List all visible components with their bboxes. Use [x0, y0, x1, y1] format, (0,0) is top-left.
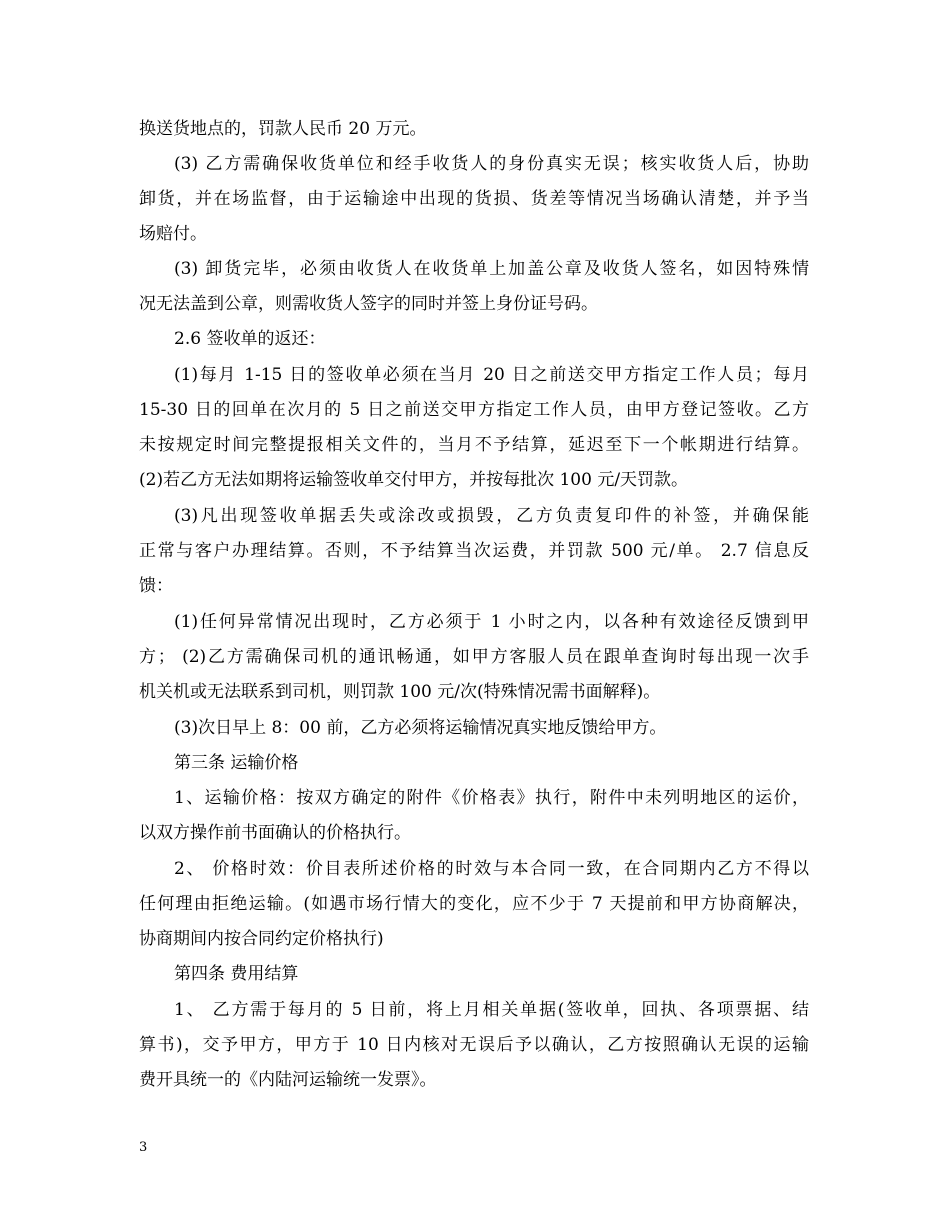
text-line: 场赔付。 [139, 224, 207, 244]
text-line: 卸货，并在场监督，由于运输途中出现的货损、货差等情况当场确认清楚，并予当 [139, 189, 809, 209]
text-line: 馈： [139, 576, 173, 596]
page-number: 3 [139, 1140, 148, 1155]
article-heading: 第三条 运输价格 [174, 753, 299, 773]
text-line: 2、 价格时效：价目表所述价格的时效与本合同一致，在合同期内乙方不得以 [174, 859, 809, 879]
text-line: (1)任何异常情况出现时，乙方必须于 1 小时之内，以各种有效途径反馈到甲 [174, 612, 809, 632]
text-line: (3)次日早上 8：00 前，乙方必须将运输情况真实地反馈给甲方。 [174, 718, 667, 738]
text-line: (3) 乙方需确保收货单位和经手收货人的身份真实无误；核实收货人后，协助 [174, 154, 809, 174]
text-line: (3) 卸货完毕，必须由收货人在收货单上加盖公章及收货人签名，如因特殊情 [174, 259, 809, 279]
text-line: 机关机或无法联系到司机，则罚款 100 元/次(特殊情况需书面解释)。 [139, 682, 661, 702]
text-line: 1、 乙方需于每月的 5 日前，将上月相关单据(签收单，回执、各项票据、结 [174, 1000, 809, 1020]
article-heading: 第四条 费用结算 [174, 964, 299, 984]
text-line: 算书)，交予甲方，甲方于 10 日内核对无误后予以确认，乙方按照确认无误的运输 [139, 1035, 809, 1055]
text-line: 费开具统一的《内陆河运输统一发票》。 [139, 1070, 437, 1090]
text-line: 正常与客户办理结算。否则，不予结算当次运费，并罚款 500 元/单。 2.7 信息反 [139, 541, 809, 561]
text-line: 以双方操作前书面确认的价格执行。 [139, 823, 411, 843]
section-heading: 2.6 签收单的返还： [174, 329, 326, 349]
text-line: 方； (2)乙方需确保司机的通讯畅通，如甲方客服人员在跟单查询时每出现一次手 [139, 647, 809, 667]
text-line: 况无法盖到公章，则需收货人签字的同时并签上身份证号码。 [139, 294, 598, 314]
text-line: (1)每月 1-15 日的签收单必须在当月 20 日之前送交甲方指定工作人员；每月 [174, 365, 809, 385]
text-line: (3)凡出现签收单据丢失或涂改或损毁，乙方负责复印件的补签，并确保能 [174, 506, 809, 526]
text-line: 15-30 日的回单在次月的 5 日之前送交甲方指定工作人员，由甲方登记签收。乙方 [139, 400, 809, 420]
text-line: 未按规定时间完整提报相关文件的，当月不予结算，延迟至下一个帐期进行结算。 [139, 435, 809, 455]
text-line: 协商期间内按合同约定价格执行) [139, 929, 384, 949]
text-line: (2)若乙方无法如期将运输签收单交付甲方，并按每批次 100 元/天罚款。 [139, 470, 689, 490]
text-line: 换送货地点的，罚款人民币 20 万元。 [139, 119, 427, 139]
text-line: 1、运输价格：按双方确定的附件《价格表》执行，附件中未列明地区的运价， [174, 788, 809, 808]
text-line: 任何理由拒绝运输。(如遇市场行情大的变化，应不少于 7 天提前和甲方协商解决， [139, 894, 809, 914]
